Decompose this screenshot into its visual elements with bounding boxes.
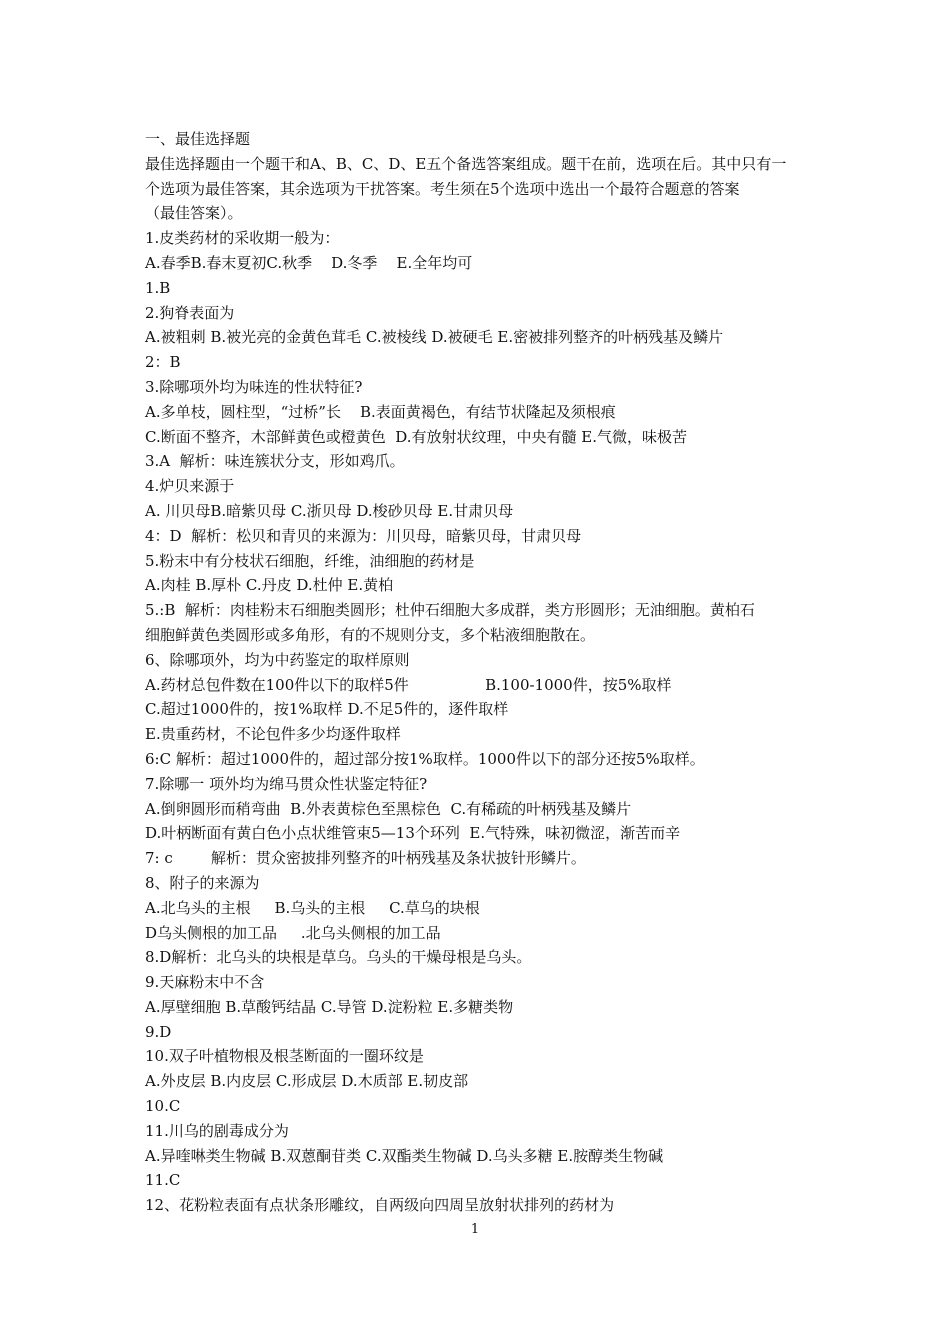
question-9: 9.天麻粉末中不含 xyxy=(145,973,265,992)
question-3-options: A.多单枝，圆柱型，“过桥”长 B.表面黄褐色，有结节状隆起及须根痕 xyxy=(145,402,616,421)
section-heading: 一、最佳选择题 xyxy=(145,130,251,148)
question-8-options: D乌头侧根的加工品 .北乌头侧根的加工品 xyxy=(145,923,441,942)
answer-8: 8.D解析：北乌头的块根是草乌。乌头的干燥母根是乌头。 xyxy=(145,948,532,967)
question-12: 12、花粉粒表面有点状条形雕纹，自两级向四周呈放射状排列的药材为 xyxy=(145,1196,615,1215)
answer-11: 11.C xyxy=(145,1171,181,1190)
question-8: 8、附子的来源为 xyxy=(145,873,260,892)
question-1: 1.皮类药材的采收期一般为： xyxy=(145,229,340,248)
question-11: 11.川乌的剧毒成分为 xyxy=(145,1121,289,1140)
question-7-options: D.叶柄断面有黄白色小点状维管束5—13个环列 E.气特殊，味初微涩，渐苦而辛 xyxy=(145,824,681,843)
question-10-options: A.外皮层 B.内皮层 C.形成层 D.木质部 E.韧皮部 xyxy=(145,1072,469,1091)
question-6-options: C.超过1000件的，按1%取样 D.不足5件的，逐件取样 xyxy=(145,700,509,719)
question-7-options: A.倒卵圆形而稍弯曲 B.外表黄棕色至黑棕色 C.有稀疏的叶柄残基及鳞片 xyxy=(145,799,632,818)
question-6: 6、除哪项外，均为中药鉴定的取样原则 xyxy=(145,650,410,669)
answer-1: 1.B xyxy=(145,278,171,297)
question-6-options: E.贵重药材，不论包件多少均逐件取样 xyxy=(145,725,401,744)
page-number: 1 xyxy=(470,1222,480,1237)
question-7: 7.除哪一 项外均为绵马贯众性状鉴定特征? xyxy=(145,774,428,793)
answer-5: 细胞鲜黄色类圆形或多角形，有的不规则分支，多个粘液细胞散在。 xyxy=(145,625,596,644)
question-10: 10.双子叶植物根及根茎断面的一圈环纹是 xyxy=(145,1047,424,1066)
answer-7: 7: c 解析：贯众密披排列整齐的叶柄残基及条状披针形鳞片。 xyxy=(145,849,586,868)
question-3: 3.除哪项外均为味连的性状特征? xyxy=(145,377,363,396)
answer-9: 9.D xyxy=(145,1022,172,1041)
answer-2: 2：B xyxy=(145,353,181,372)
question-6-options: A.药材总包件数在100件以下的取样5件 B.100-1000件，按5%取样 xyxy=(145,675,672,694)
answer-10: 10.C xyxy=(145,1097,181,1116)
intro-text: 个选项为最佳答案，其余选项为干扰答案。考生须在5个选项中选出一个最符合题意的答案 xyxy=(145,179,740,198)
question-2-options: A.被粗刺 B.被光亮的金黄色茸毛 C.被棱线 D.被硬毛 E.密被排列整齐的叶柄残基及鳞片 xyxy=(145,328,724,347)
answer-6: 6:C 解析：超过1000件的，超过部分按1%取样。1000件以下的部分还按5%取样。 xyxy=(145,749,705,768)
question-3-options: C.断面不整齐，木部鲜黄色或橙黄色 D.有放射状纹理，中央有髓 E.气微，味极苦 xyxy=(145,427,687,446)
answer-3: 3.A 解析：味连簇状分支，形如鸡爪。 xyxy=(145,452,405,471)
intro-text: （最佳答案）。 xyxy=(145,204,243,223)
question-1-options: A.春季B.春末夏初C.秋季 D.冬季 E.全年均可 xyxy=(145,253,473,272)
question-11-options: A.异喹啉类生物碱 B.双蒽酮苷类 C.双酯类生物碱 D.乌头多糖 E.胺醇类生物碱 xyxy=(145,1146,664,1165)
question-9-options: A.厚壁细胞 B.草酸钙结晶 C.导管 D.淀粉粒 E.多糖类物 xyxy=(145,997,514,1016)
question-5: 5.粉末中有分枝状石细胞，纤维，油细胞的药材是 xyxy=(145,551,475,570)
question-5-options: A.肉桂 B.厚朴 C.丹皮 D.杜仲 E.黄柏 xyxy=(145,576,394,595)
question-4-options: A. 川贝母B.暗紫贝母 C.浙贝母 D.梭砂贝母 E.甘肃贝母 xyxy=(145,501,514,520)
answer-5: 5.:B 解析：肉桂粉末石细胞类圆形；杜仲石细胞大多成群，类方形圆形；无油细胞。黄柏石 xyxy=(145,601,755,620)
intro-text: 最佳选择题由一个题干和A、B、C、D、E五个备选答案组成。题干在前，选项在后。其中只有一 xyxy=(145,154,787,173)
document-body xyxy=(145,127,813,1218)
answer-4: 4：D 解析：松贝和青贝的来源为：川贝母，暗紫贝母，甘肃贝母 xyxy=(145,526,582,545)
question-4: 4.炉贝来源于 xyxy=(145,477,235,496)
question-2: 2.狗脊表面为 xyxy=(145,303,235,322)
question-8-options: A.北乌头的主根 B.乌头的主根 C.草乌的块根 xyxy=(145,898,480,917)
